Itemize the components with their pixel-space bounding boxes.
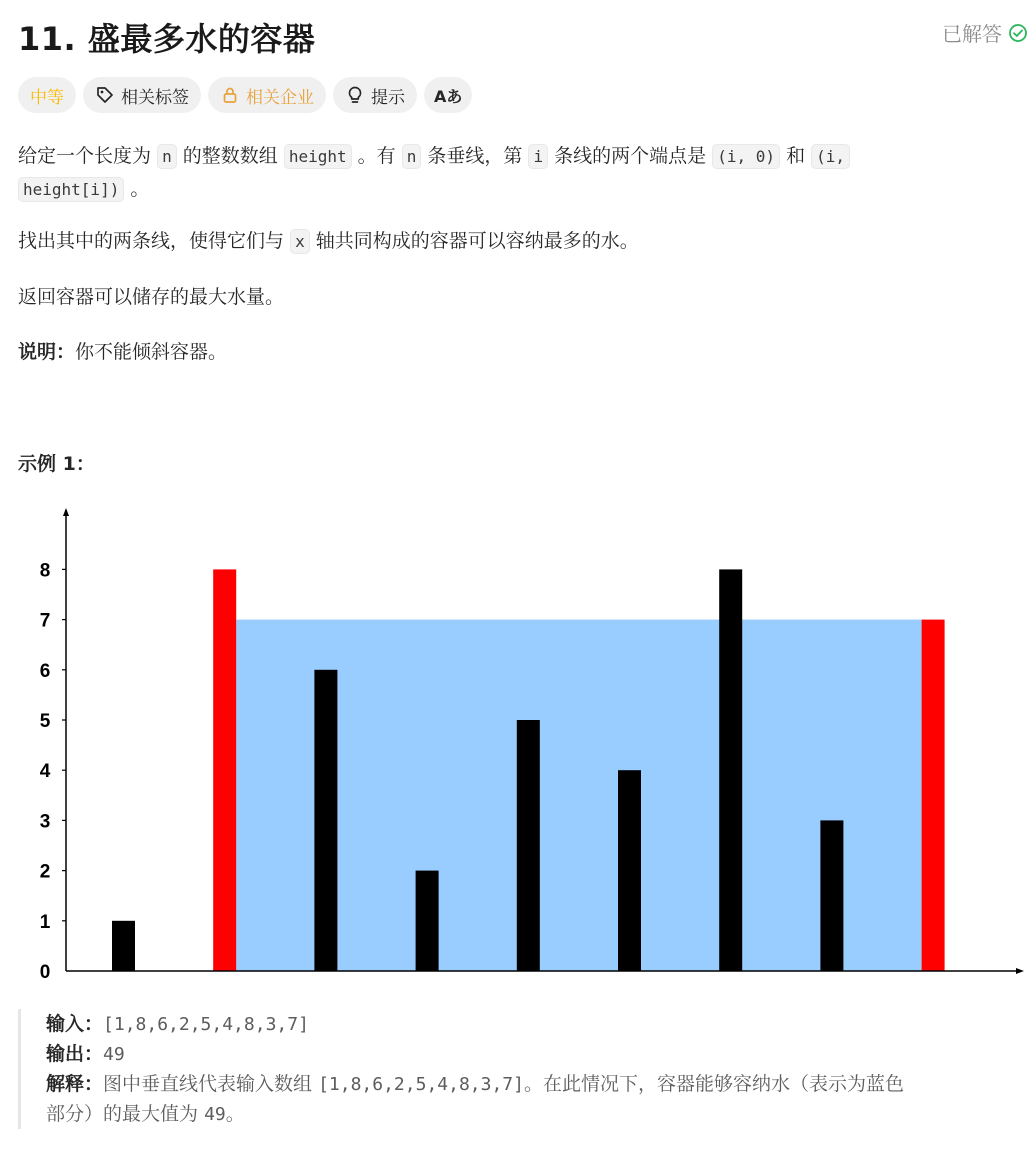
explain-text: 。在此情况下，容器能够容纳水（表示为蓝色: [523, 1073, 904, 1095]
bar: [719, 569, 742, 971]
output-label: 输出：: [46, 1043, 104, 1065]
bar: [922, 620, 945, 971]
bar: [213, 569, 236, 971]
output-value: 49: [103, 1044, 125, 1065]
bar: [314, 670, 337, 971]
inline-code: n: [402, 144, 422, 169]
inline-code: n: [157, 144, 177, 169]
explain-code: [1,8,6,2,5,4,8,3,7]: [318, 1074, 524, 1095]
solved-status: [942, 18, 1028, 47]
lock-icon: [220, 85, 240, 105]
text-span: 。: [130, 178, 150, 200]
y-tick-label: 1: [39, 911, 51, 933]
text-span: 给定一个长度为: [18, 145, 152, 167]
explain-label: 解释：: [46, 1073, 104, 1095]
y-tick-label: 8: [39, 560, 51, 582]
bar: [517, 720, 540, 971]
text-span: 的整数数组: [182, 145, 278, 167]
lightbulb-icon: [345, 85, 365, 105]
bar: [112, 921, 135, 971]
y-axis-arrow: [63, 508, 69, 516]
input-label: 输入：: [46, 1013, 104, 1035]
inline-code: height: [284, 144, 352, 169]
y-tick-label: 6: [39, 660, 51, 682]
example-explain-line: [46, 1069, 904, 1100]
problem-header: [18, 10, 1028, 56]
check-circle-icon: [1008, 23, 1028, 43]
text-span: 条垂线，第: [427, 145, 523, 167]
related-companies-button[interactable]: [208, 77, 326, 113]
hint-button[interactable]: [333, 77, 417, 113]
text-span: 找出其中的两条线，使得它们与: [18, 230, 285, 252]
y-tick-label: 0: [39, 962, 51, 983]
problem-title: 11. 盛最多水的容器: [18, 20, 316, 58]
description-paragraph-1: [18, 140, 1023, 206]
water-area: [236, 620, 921, 971]
example-title: 示例 1：: [18, 453, 95, 475]
tag-bar: [18, 77, 472, 113]
tag-icon: [95, 85, 115, 105]
y-tick-label: 7: [39, 610, 51, 632]
y-tick-label: 5: [39, 711, 51, 732]
explain-code: 49: [204, 1104, 226, 1125]
hint-label: 提示: [371, 87, 405, 108]
text-span: 条线的两个端点是: [554, 145, 707, 167]
inline-code: x: [290, 229, 310, 254]
inline-code: (i, 0): [712, 144, 780, 169]
container-chart: [0, 500, 1036, 990]
related-tags-button[interactable]: [83, 77, 201, 113]
text-span: 轴共同构成的容器可以容纳最多的水。: [315, 230, 639, 252]
inline-code: height[i]): [18, 177, 124, 202]
text-span: 和: [786, 145, 806, 167]
related-tags-label: 相关标签: [121, 87, 189, 108]
inline-code: (i,: [811, 144, 850, 169]
related-companies-label: 相关企业: [246, 87, 314, 108]
note-text: 你不能倾斜容器。: [75, 341, 228, 363]
bar: [416, 871, 439, 971]
description-paragraph-4: [18, 336, 227, 368]
bar: [618, 770, 641, 971]
example-output-line: [46, 1039, 125, 1070]
y-tick-label: 2: [39, 861, 51, 883]
explain-text: 部分）的最大值为: [46, 1103, 199, 1125]
input-value: [1,8,6,2,5,4,8,3,7]: [103, 1014, 309, 1035]
explain-text: 图中垂直线代表输入数组: [103, 1073, 313, 1095]
example-explain-line-2: [46, 1099, 245, 1130]
solved-label: 已解答: [942, 22, 1002, 46]
bar: [820, 820, 843, 971]
translate-button[interactable]: [424, 77, 472, 113]
note-label: 说明：: [18, 341, 76, 363]
difficulty-badge: [18, 77, 76, 113]
inline-code: i: [528, 144, 548, 169]
difficulty-label: 中等: [30, 87, 64, 108]
y-tick-label: 3: [39, 811, 51, 833]
text-span: 。有: [357, 145, 396, 167]
translate-icon: Aあ: [434, 86, 463, 106]
description-paragraph-2: [18, 225, 639, 258]
x-axis-arrow: [1016, 968, 1024, 974]
y-tick-label: 4: [39, 761, 51, 783]
explain-text: 。: [225, 1103, 245, 1125]
description-paragraph-3: 返回容器可以储存的最大水量。: [18, 286, 285, 308]
example-input-line: [46, 1009, 309, 1040]
example-block: [18, 1009, 1031, 1129]
